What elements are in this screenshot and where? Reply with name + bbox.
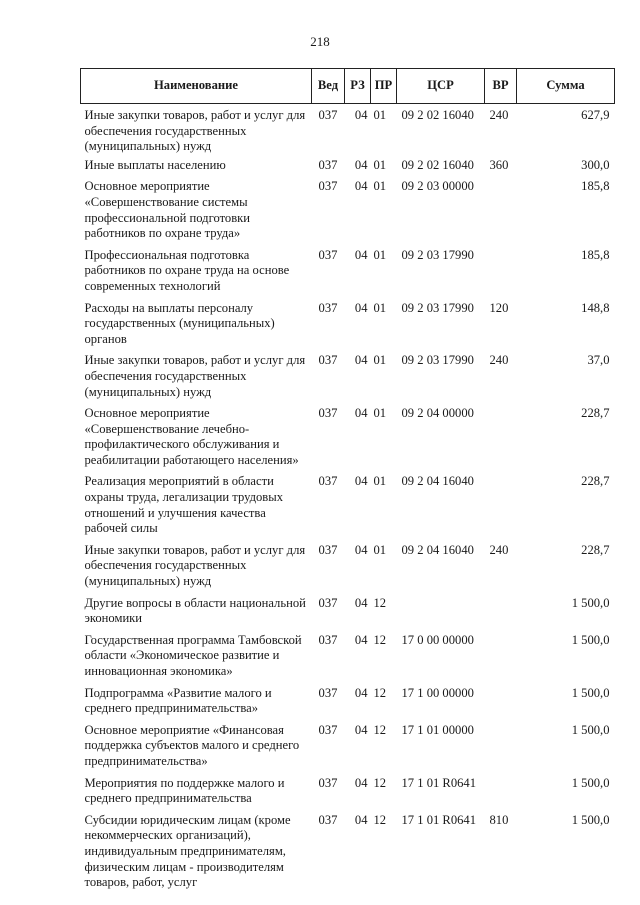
cell-ved: 037 <box>318 722 338 737</box>
cell-vr <box>485 680 517 717</box>
cell-sum: 228,7 <box>581 474 610 489</box>
cell-rz: 04 <box>354 474 368 489</box>
cell-vr: 810 <box>489 812 509 827</box>
cell-rz: 04 <box>354 406 368 421</box>
cell-sum: 148,8 <box>581 300 610 315</box>
header-vr: ВР <box>485 69 517 104</box>
table-row <box>81 468 615 536</box>
cell-csr: 09 2 03 17990 <box>401 300 474 315</box>
cell-vr: 240 <box>489 353 509 368</box>
cell-pr: 01 <box>373 542 387 557</box>
cell-rz: 04 <box>354 685 368 700</box>
cell-ved: 037 <box>318 542 338 557</box>
cell-ved: 037 <box>318 812 338 827</box>
cell-pr: 01 <box>373 300 387 315</box>
cell-name: Другие вопросы в области национальной экономики <box>84 595 306 626</box>
cell-sum: 1 500,0 <box>571 812 610 827</box>
cell-sum: 185,8 <box>581 179 610 194</box>
cell-vr <box>485 468 517 536</box>
cell-name: Иные выплаты населению <box>84 157 226 172</box>
cell-csr: 09 2 04 16040 <box>401 474 474 489</box>
header-pr: ПР <box>371 69 397 104</box>
header-rz: РЗ <box>345 69 371 104</box>
cell-csr: 17 1 01 R0641 <box>401 775 477 790</box>
cell-sum: 1 500,0 <box>571 595 610 610</box>
cell-name: Иные закупки товаров, работ и услуг для обеспечения государственных (муниципальных) нужд <box>84 542 306 589</box>
cell-name: Расходы на выплаты персоналу государственных (муниципальных) органов <box>84 300 275 346</box>
cell-csr <box>397 590 485 627</box>
cell-vr <box>485 400 517 468</box>
cell-pr: 12 <box>373 812 387 827</box>
cell-rz: 04 <box>354 179 368 194</box>
cell-pr: 12 <box>373 595 387 610</box>
cell-pr: 12 <box>373 632 387 647</box>
cell-sum: 185,8 <box>581 247 610 262</box>
cell-vr <box>485 717 517 770</box>
cell-pr: 01 <box>373 353 387 368</box>
header-name: Наименование <box>81 69 312 104</box>
cell-pr: 12 <box>373 775 387 790</box>
cell-rz: 04 <box>354 632 368 647</box>
cell-name: Основное мероприятие «Совершенствование системы профессиональной подготовки работников по охране труда» <box>84 179 251 241</box>
cell-name: Иные закупки товаров, работ и услуг для обеспечения государственных (муниципальных) нужд <box>84 108 306 154</box>
cell-ved: 037 <box>318 300 338 315</box>
cell-csr: 09 2 03 00000 <box>401 179 474 194</box>
cell-pr: 01 <box>373 179 387 194</box>
cell-sum: 300,0 <box>581 157 610 172</box>
header-ved: Вед <box>312 69 345 104</box>
cell-vr: 120 <box>489 300 509 315</box>
table-row <box>81 242 615 295</box>
cell-vr: 240 <box>489 542 509 557</box>
cell-pr: 01 <box>373 406 387 421</box>
cell-vr <box>485 770 517 807</box>
table-row <box>81 155 615 174</box>
cell-ved: 037 <box>318 247 338 262</box>
cell-pr: 12 <box>373 722 387 737</box>
header-csr: ЦСР <box>397 69 485 104</box>
cell-rz: 04 <box>354 775 368 790</box>
cell-pr: 01 <box>373 247 387 262</box>
table-row <box>81 627 615 680</box>
table-row <box>81 717 615 770</box>
cell-ved: 037 <box>318 685 338 700</box>
table-row <box>81 104 615 155</box>
cell-rz: 04 <box>354 247 368 262</box>
table-row <box>81 590 615 627</box>
cell-name: Реализация мероприятий в области охраны труда, легализации трудовых отношений и улучшения качества рабочей силы <box>84 474 283 536</box>
cell-sum: 37,0 <box>587 353 610 368</box>
cell-ved: 037 <box>318 406 338 421</box>
cell-ved: 037 <box>318 775 338 790</box>
table-row <box>81 807 615 891</box>
cell-sum: 228,7 <box>581 542 610 557</box>
table-body <box>81 104 615 891</box>
cell-name: Мероприятия по поддержке малого и среднего предпринимательства <box>84 775 285 806</box>
table-row <box>81 400 615 468</box>
cell-rz: 04 <box>354 157 368 172</box>
cell-pr: 12 <box>373 685 387 700</box>
cell-ved: 037 <box>318 474 338 489</box>
cell-ved: 037 <box>318 179 338 194</box>
cell-csr: 09 2 03 17990 <box>401 353 474 368</box>
cell-csr: 17 0 00 00000 <box>401 632 474 647</box>
cell-csr: 09 2 03 17990 <box>401 247 474 262</box>
cell-sum: 627,9 <box>581 108 610 122</box>
cell-vr: 240 <box>489 108 509 122</box>
cell-vr <box>485 627 517 680</box>
cell-sum: 1 500,0 <box>571 685 610 700</box>
cell-rz: 04 <box>354 300 368 315</box>
cell-ved: 037 <box>318 157 338 172</box>
cell-rz: 04 <box>354 542 368 557</box>
cell-name: Основное мероприятие «Финансовая поддержка субъектов малого и среднего предпринимательства» <box>84 722 300 768</box>
cell-ved: 037 <box>318 353 338 368</box>
cell-name: Подпрограмма «Развитие малого и среднего предпринимательства» <box>84 685 272 716</box>
cell-vr <box>485 242 517 295</box>
table-row <box>81 537 615 590</box>
cell-csr: 09 2 02 16040 <box>401 108 474 122</box>
cell-csr: 09 2 02 16040 <box>401 157 474 172</box>
cell-name: Профессиональная подготовка работников по охране труда на основе современных технологий <box>84 247 290 293</box>
cell-sum: 1 500,0 <box>571 632 610 647</box>
cell-pr: 01 <box>373 108 387 122</box>
cell-pr: 01 <box>373 474 387 489</box>
cell-name: Субсидии юридическим лицам (кроме некоммерческих организаций), индивидуальным предпринимателям, физическим лицам - производителям товаров, работ, услуг <box>84 812 291 890</box>
table-header-row <box>81 69 615 104</box>
cell-name: Основное мероприятие «Совершенствование лечебно-профилактического обслуживания и реабилитации работающего населения» <box>84 406 299 467</box>
cell-sum: 1 500,0 <box>571 775 610 790</box>
table-row <box>81 295 615 348</box>
cell-ved: 037 <box>318 108 338 122</box>
cell-csr: 09 2 04 00000 <box>401 406 474 421</box>
cell-name: Иные закупки товаров, работ и услуг для обеспечения государственных (муниципальных) нужд <box>84 353 306 399</box>
table-row <box>81 770 615 807</box>
cell-csr: 17 1 00 00000 <box>401 685 474 700</box>
cell-sum: 1 500,0 <box>571 722 610 737</box>
cell-vr <box>485 590 517 627</box>
table-row <box>81 680 615 717</box>
cell-rz: 04 <box>354 595 368 610</box>
cell-vr: 360 <box>489 157 509 172</box>
cell-csr: 09 2 04 16040 <box>401 542 474 557</box>
page-number: 218 <box>310 34 330 49</box>
cell-vr <box>485 173 517 241</box>
cell-csr: 17 1 01 00000 <box>401 722 474 737</box>
cell-rz: 04 <box>354 353 368 368</box>
cell-ved: 037 <box>318 632 338 647</box>
table-row <box>81 347 615 400</box>
cell-ved: 037 <box>318 595 338 610</box>
cell-pr: 01 <box>373 157 387 172</box>
header-sum: Сумма <box>517 69 615 104</box>
budget-table <box>80 68 615 891</box>
cell-name: Государственная программа Тамбовской области «Экономическое развитие и инновационная экономика» <box>84 632 302 678</box>
table-row <box>81 173 615 241</box>
cell-rz: 04 <box>354 108 368 122</box>
cell-sum: 228,7 <box>581 406 610 421</box>
cell-rz: 04 <box>354 722 368 737</box>
cell-csr: 17 1 01 R0641 <box>401 812 477 827</box>
cell-rz: 04 <box>354 812 368 827</box>
